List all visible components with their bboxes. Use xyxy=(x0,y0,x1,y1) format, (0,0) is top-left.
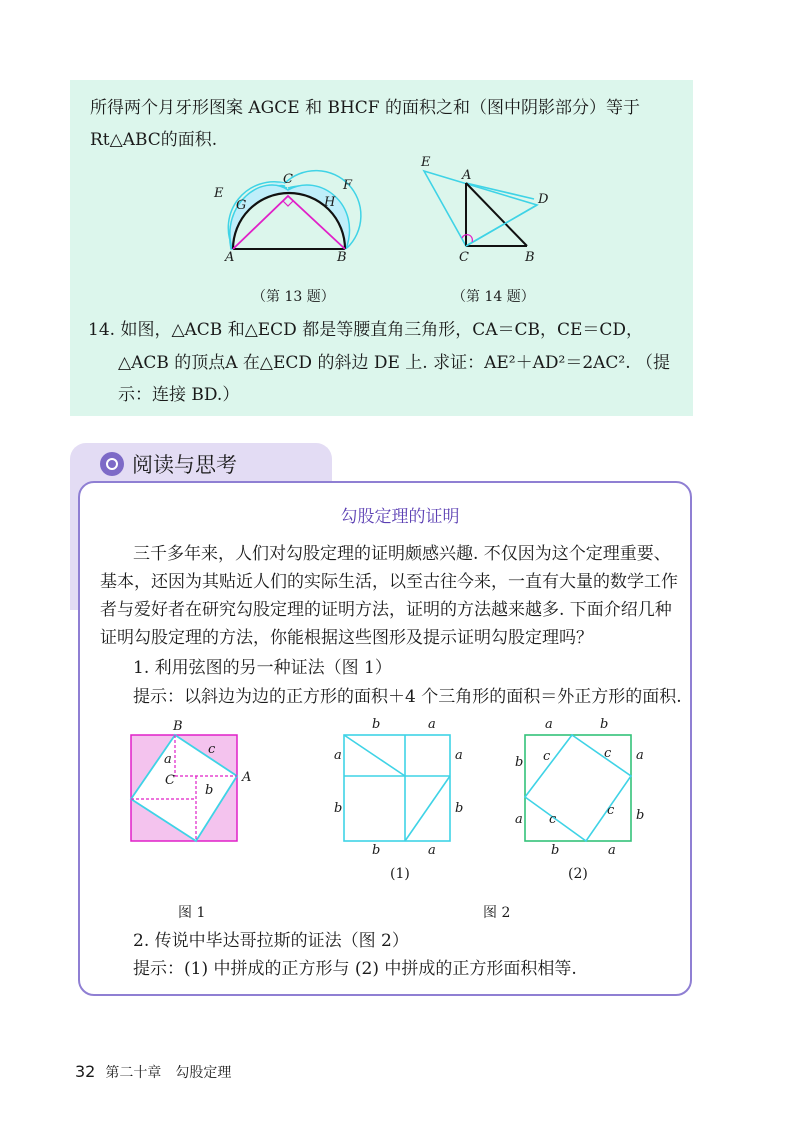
fig2-2-label-a-top: a xyxy=(545,717,553,732)
fig1-label-b: B xyxy=(173,719,183,734)
fig13-label-a: A xyxy=(225,250,235,265)
fig2-1-label-b-right: b xyxy=(455,801,464,816)
fig2-2-label-a-bottom: a xyxy=(608,843,616,858)
exercise-14-line-3: 示：连接 BD.） xyxy=(118,385,240,405)
fig2-2-label-c-1: c xyxy=(543,749,551,764)
method-1: 1. 利用弦图的另一种证法（图 1） xyxy=(133,658,392,678)
page-footer xyxy=(75,1062,231,1082)
fig2-1-label-b-top: b xyxy=(372,717,381,732)
page-number: 32 xyxy=(75,1062,96,1081)
fig2-2-label-c-4: c xyxy=(607,803,615,818)
figure-2-caption: 图 2 xyxy=(483,905,511,921)
exercise-13-line-2: Rt△ABC的面积. xyxy=(90,130,218,150)
fig2-2-label-b-right: b xyxy=(636,808,645,823)
exercise-13-line-1: 所得两个月牙形图案 AGCE 和 BHCF 的面积之和（图中阴影部分）等于 xyxy=(90,98,641,118)
article-title: 勾股定理的证明 xyxy=(340,507,460,527)
figure-1-caption: 图 1 xyxy=(178,905,206,921)
fig13-label-f: F xyxy=(343,178,353,193)
fig1-label-c-upper: C xyxy=(165,773,175,788)
fig14-label-b: B xyxy=(525,250,535,265)
fig2-2-label-b-left: b xyxy=(515,755,524,770)
hint-2: 提示：(1) 中拼成的正方形与 (2) 中拼成的正方形面积相等. xyxy=(133,959,577,979)
section-title: 阅读与思考 xyxy=(132,453,237,477)
fig13-label-e: E xyxy=(214,186,224,201)
fig13-label-c: C xyxy=(283,172,293,187)
fig2-1-label-b-left: b xyxy=(334,801,343,816)
fig13-label-b: B xyxy=(337,250,347,265)
fig14-label-a: A xyxy=(462,168,472,183)
fig2-1-label-b-bottom: b xyxy=(372,843,381,858)
fig1-label-a: a xyxy=(164,752,172,767)
figure-2-sub-2: (2) xyxy=(568,866,588,882)
fig2-2-label-a-right: a xyxy=(636,748,644,763)
reading-para-line-3: 者与爱好者在研究勾股定理的证明方法，证明的方法越来越多. 下面介绍几种 xyxy=(100,600,672,620)
figure-13-caption: （第 13 题） xyxy=(252,289,335,305)
fig2-2-label-c-2: c xyxy=(604,746,612,761)
chapter-title: 第二十章 勾股定理 xyxy=(105,1065,232,1081)
fig2-1-label-a-left: a xyxy=(334,748,342,763)
fig13-label-h: H xyxy=(324,195,336,210)
fig14-label-d: D xyxy=(538,192,549,207)
figure-14-caption: （第 14 题） xyxy=(452,289,535,305)
hint-1: 提示：以斜边为边的正方形的面积＋4 个三角形的面积＝外正方形的面积. xyxy=(133,687,682,707)
fig2-2-label-a-left: a xyxy=(515,812,523,827)
fig2-2-label-b-bottom: b xyxy=(551,843,560,858)
fig1-label-a-upper: A xyxy=(242,770,252,785)
fig1-label-c-lower: c xyxy=(208,742,216,757)
fig14-label-c: C xyxy=(459,250,469,265)
exercise-14-line-2: △ACB 的顶点A 在△ECD 的斜边 DE 上. 求证：AE²＋AD²＝2AC². （提 xyxy=(118,353,671,373)
method-2: 2. 传说中毕达哥拉斯的证法（图 2） xyxy=(133,931,409,951)
fig13-label-g: G xyxy=(236,198,247,213)
fig2-2-label-b-top: b xyxy=(600,717,609,732)
reading-para-line-4: 证明勾股定理的方法，你能根据这些图形及提示证明勾股定理吗？ xyxy=(100,628,593,648)
exercise-14-line-1: 14. 如图，△ACB 和△ECD 都是等腰直角三角形，CA＝CB，CE＝CD， xyxy=(88,320,644,340)
fig1-label-b-lower: b xyxy=(205,783,214,798)
reading-para-line-1: 三千多年来，人们对勾股定理的证明颇感兴趣. 不仅因为这个定理重要、 xyxy=(133,544,671,564)
reading-para-line-2: 基本，还因为其贴近人们的实际生活，以至古往今来，一直有大量的数学工作 xyxy=(100,572,678,592)
fig2-1-label-a-bottom: a xyxy=(428,843,436,858)
figure-2-sub-1: (1) xyxy=(390,866,410,882)
fig14-label-e: E xyxy=(421,155,431,170)
fig2-2-label-c-3: c xyxy=(549,812,557,827)
fig2-1-label-a-top: a xyxy=(428,717,436,732)
fig2-1-label-a-right: a xyxy=(455,748,463,763)
